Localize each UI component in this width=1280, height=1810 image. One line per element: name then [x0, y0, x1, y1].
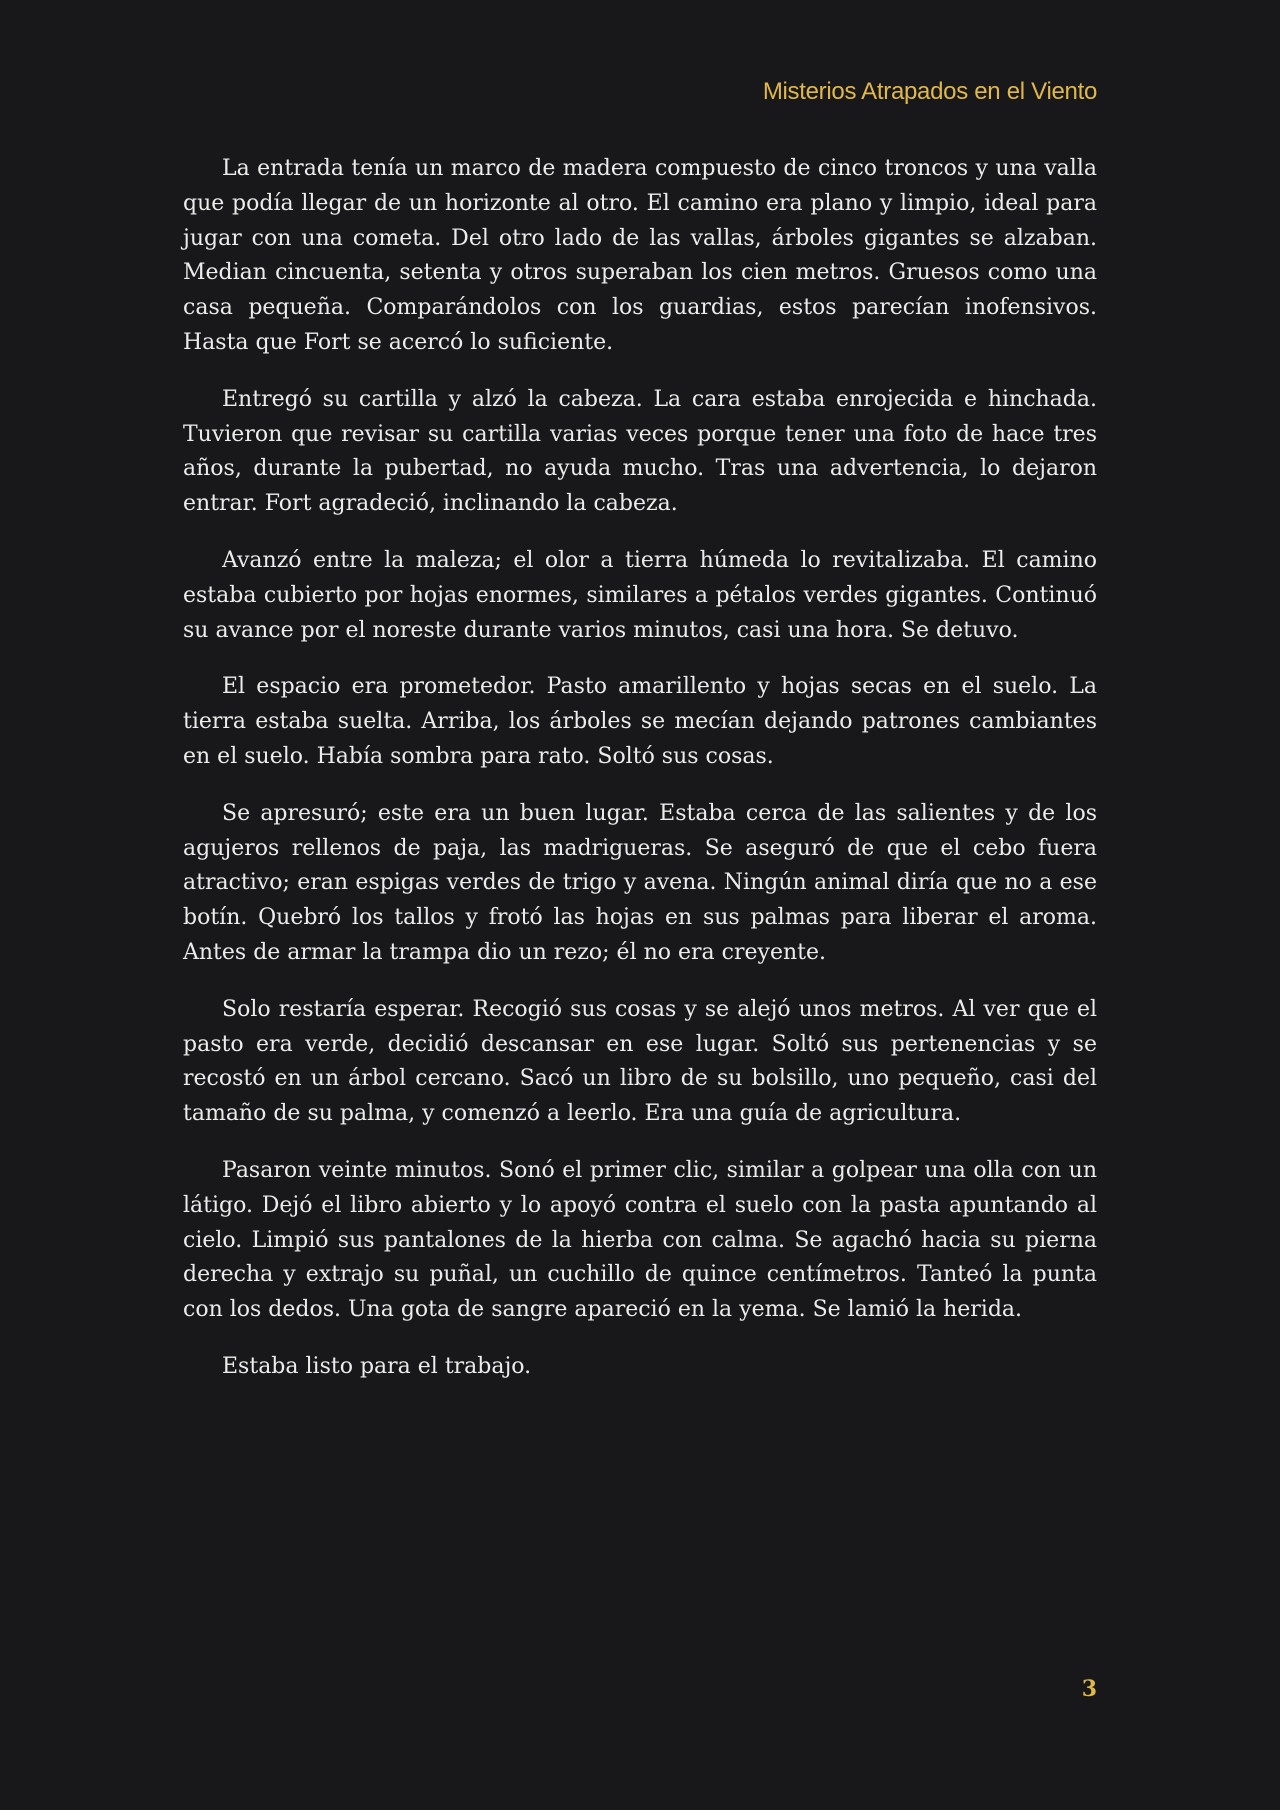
paragraph: La entrada tenía un marco de madera compuesto de cinco troncos y una valla que podía llegar de un horizonte al otro. El camino era plano y limpio, ideal para jugar con una cometa. Del otro lado de las vallas, árboles gigantes se alzaban. Median cincuenta, setenta y otros superaban los cien metros. Gruesos como una casa pequeña. Comparándolos con los guardias, estos parecían inofensivos. Hasta que Fort se acercó lo suficiente. — [183, 156, 1097, 355]
paragraph: Solo restaría esperar. Recogió sus cosas y se alejó unos metros. Al ver que el pasto era verde, decidió descansar en ese lugar. Soltó sus pertenencias y se recostó en un árbol cercano. Sacó un libro de su bolsillo, uno pequeño, casi del tamaño de su palma, y comenzó a leerlo. Era una guía de agricultura. — [183, 996, 1097, 1127]
running-header-title: Misterios Atrapados en el Viento — [762, 78, 1097, 105]
paragraph: Se apresuró; este era un buen lugar. Estaba cerca de las salientes y de los agujeros rellenos de paja, las madrigueras. Se aseguró de que el cebo fuera atractivo; eran espigas verdes de trigo y avena. Ningún animal diría que no a ese botín. Quebró los tallos y frotó las hojas en sus palmas para liberar el aroma. Antes de armar la trampa dio un rezo; él no era creyente. — [183, 800, 1097, 965]
page-body — [183, 152, 1097, 1407]
paragraph: Avanzó entre la maleza; el olor a tierra húmeda lo revitalizaba. El camino estaba cubierto por hojas enormes, similares a pétalos verdes gigantes. Continuó su avance por el noreste durante varios minutos, casi una hora. Se detuvo. — [183, 547, 1097, 643]
paragraph: El espacio era prometedor. Pasto amarillento y hojas secas en el suelo. La tierra estaba suelta. Arriba, los árboles se mecían dejando patrones cambiantes en el suelo. Había sombra para rato. Soltó sus cosas. — [183, 674, 1097, 769]
paragraph: Estaba listo para el trabajo. — [222, 1353, 532, 1379]
paragraph: Pasaron veinte minutos. Sonó el primer clic, similar a golpear una olla con un látigo. Dejó el libro abierto y lo apoyó contra el suelo con la pasta apuntando al cielo. Limpió sus pantalones de la hierba con calma. Se agachó hacia su pierna derecha y extrajo su puñal, un cuchillo de quince centímetros. Tanteó la punta con los dedos. Una gota de sangre apareció en la yema. Se lamió la herida. — [183, 1157, 1097, 1323]
paragraph: Entregó su cartilla y alzó la cabeza. La cara estaba enrojecida e hinchada. Tuvieron que revisar su cartilla varias veces porque tener una foto de hace tres años, durante la pubertad, no ayuda mucho. Tras una advertencia, lo dejaron entrar. Fort agradeció, inclinando la cabeza. — [183, 386, 1097, 517]
book-page — [183, 0, 1097, 1810]
page-number: 3 — [1081, 1676, 1097, 1702]
